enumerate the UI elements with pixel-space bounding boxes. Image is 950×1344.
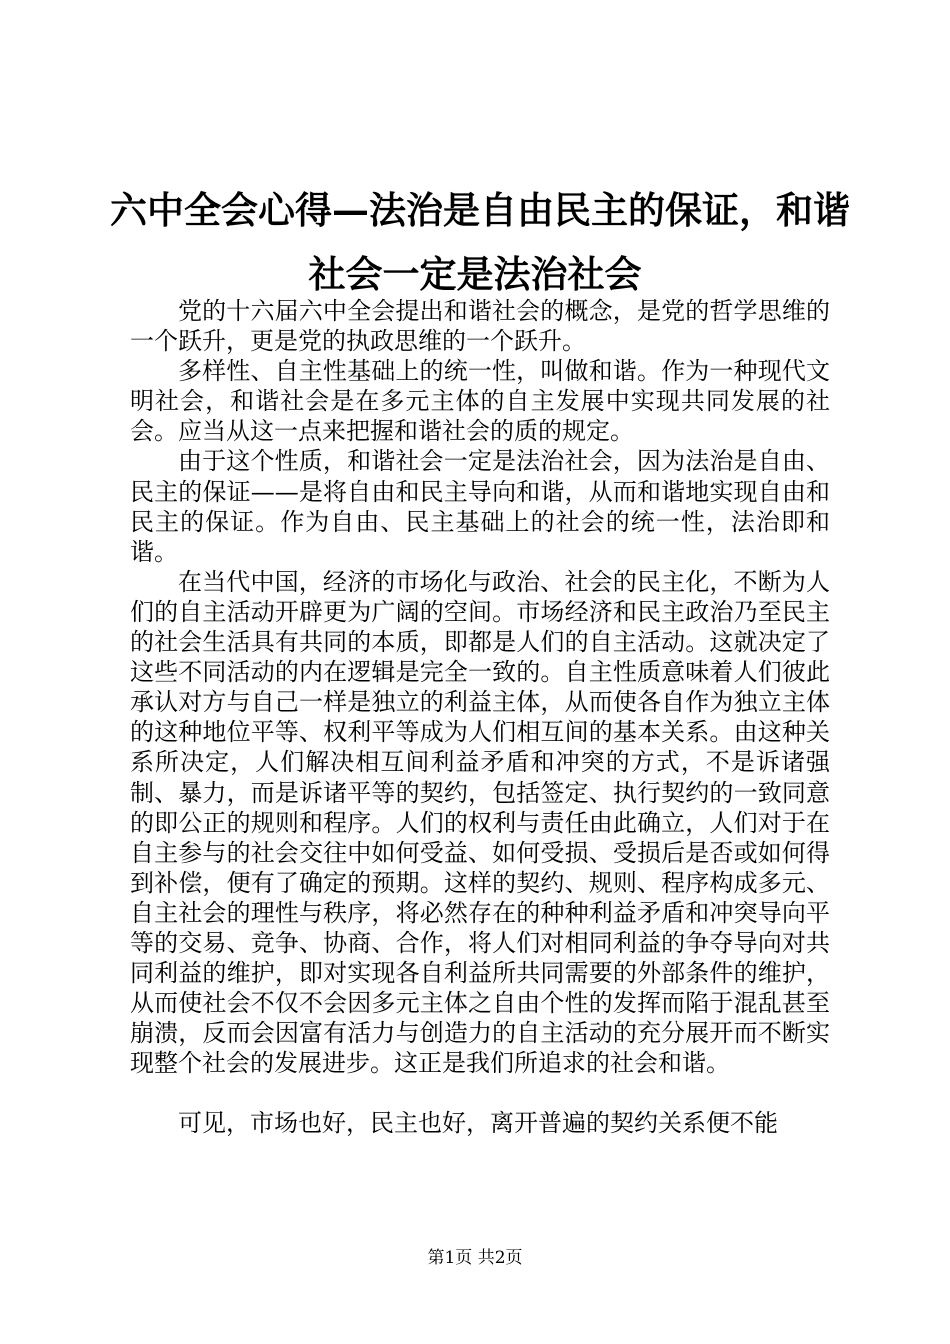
paragraph-4: 在当代中国，经济的市场化与政治、社会的民主化，不断为人们的自主活动开辟更为广阔的空间。市场经济和民主政治乃至民主的社会生活具有共同的本质，即都是人们的自主活动。这就决定了这些不同活动的内在逻辑是完全一致的。自主性质意味着人们彼此承认对方与自己一样是独立的利益主体，从而使各自作为独立主体的这种地位平等、权利平等成为人们相互间的基本关系。由这种关系所决定，人们解决相互间利益矛盾和冲突的方式，不是诉诸强制、暴力，而是诉诸平等的契约，包括签定、执行契约的一致同意的即公正的规则和程序。人们的权利与责任由此确立，人们对于在自主参与的社会交往中如何受益、如何受损、受损后是否或如何得到补偿，便有了确定的预期。这样的契约、规则、程序构成多元、自主社会的理性与秩序，将必然存在的种种利益矛盾和冲突导向平等的交易、竞争、协商、合作，将人们对相同利益的争夺导向对共同利益的维护，即对实现各自利益所共同需要的外部条件的维护，从而使社会不仅不会因多元主体之自由个性的发挥而陷于混乱甚至崩溃，反而会因富有活力与创造力的自主活动的充分展开而不断实现整个社会的发展进步。这正是我们所追求的社会和谐。 bbox=[130, 567, 830, 1078]
title-line-1: 六中全会心得—法治是自由民主的保证，和谐 bbox=[110, 188, 850, 232]
page-footer: 第1页 共2页 bbox=[427, 1248, 523, 1268]
paragraph-5: 可见，市场也好，民主也好，离开普遍的契约关系便不能 bbox=[178, 1109, 778, 1138]
paragraph-1: 党的十六届六中全会提出和谐社会的概念，是党的哲学思维的一个跃升，更是党的执政思维的一个跃升。 bbox=[130, 297, 830, 356]
paragraph-2: 多样性、自主性基础上的统一性，叫做和谐。作为一种现代文明社会，和谐社会是在多元主体的自主发展中实现共同发展的社会。应当从这一点来把握和谐社会的质的规定。 bbox=[130, 357, 830, 446]
page-title bbox=[110, 178, 850, 306]
title-line-2: 社会一定是法治社会 bbox=[308, 252, 642, 296]
document-body bbox=[130, 296, 830, 1139]
paragraph-3: 由于这个性质，和谐社会一定是法治社会，因为法治是自由、民主的保证——是将自由和民主导向和谐，从而和谐地实现自由和民主的保证。作为自由、民主基础上的社会的统一性，法治即和谐。 bbox=[130, 447, 830, 566]
